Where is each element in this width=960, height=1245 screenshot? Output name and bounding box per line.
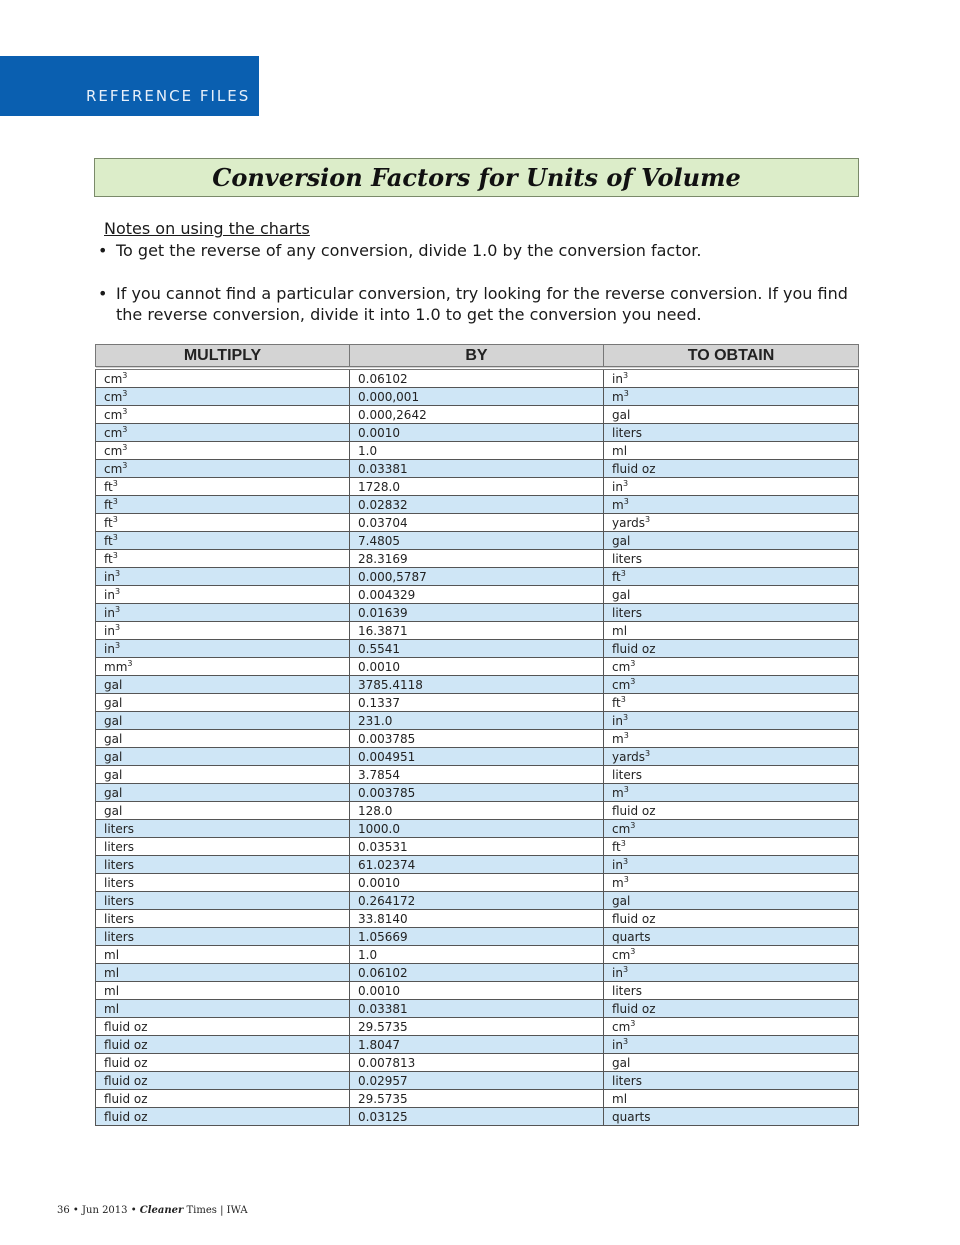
cell-multiply: liters bbox=[96, 820, 350, 838]
column-header-to-obtain: TO OBTAIN bbox=[604, 345, 859, 369]
cell-by: 7.4805 bbox=[350, 532, 604, 550]
cell-by: 1.8047 bbox=[350, 1036, 604, 1054]
cell-multiply: $in^3$ bbox=[96, 622, 350, 640]
cell-by: 3785.4118 bbox=[350, 676, 604, 694]
cell-to-obtain: $in^3$ bbox=[604, 478, 859, 496]
cell-multiply: $ft^3$ bbox=[96, 496, 350, 514]
table-row bbox=[96, 892, 859, 910]
cell-by: 0.000,001 bbox=[350, 388, 604, 406]
cell-to-obtain: $ft^3$ bbox=[604, 838, 859, 856]
cell-to-obtain: gal bbox=[604, 532, 859, 550]
cell-multiply: gal bbox=[96, 730, 350, 748]
table-row bbox=[96, 514, 859, 532]
cell-to-obtain: yards$^3$ bbox=[604, 748, 859, 766]
table-row bbox=[96, 874, 859, 892]
cell-multiply: $in^3$ bbox=[96, 586, 350, 604]
cell-by: 16.3871 bbox=[350, 622, 604, 640]
cell-to-obtain: $in^3$ bbox=[604, 712, 859, 730]
cell-by: 0.06102 bbox=[350, 964, 604, 982]
cell-by: 0.004329 bbox=[350, 586, 604, 604]
table-row bbox=[96, 856, 859, 874]
table-row bbox=[96, 1000, 859, 1018]
cell-by: 0.003785 bbox=[350, 784, 604, 802]
cell-to-obtain: $in^3$ bbox=[604, 368, 859, 388]
cell-multiply: gal bbox=[96, 676, 350, 694]
cell-multiply: ml bbox=[96, 964, 350, 982]
cell-by: 231.0 bbox=[350, 712, 604, 730]
cell-to-obtain: quarts bbox=[604, 928, 859, 946]
table-row bbox=[96, 1090, 859, 1108]
cell-by: 28.3169 bbox=[350, 550, 604, 568]
column-header-multiply: MULTIPLY bbox=[96, 345, 350, 369]
table-row bbox=[96, 748, 859, 766]
cell-to-obtain: $cm^3$ bbox=[604, 820, 859, 838]
cell-to-obtain: yards$^3$ bbox=[604, 514, 859, 532]
table-row bbox=[96, 658, 859, 676]
cell-to-obtain: $m^3$ bbox=[604, 784, 859, 802]
cell-by: 29.5735 bbox=[350, 1018, 604, 1036]
cell-to-obtain: liters bbox=[604, 766, 859, 784]
cell-to-obtain: ml bbox=[604, 442, 859, 460]
cell-by: 0.03125 bbox=[350, 1108, 604, 1126]
bullet-icon: • bbox=[98, 284, 108, 303]
table-row bbox=[96, 964, 859, 982]
table-row bbox=[96, 424, 859, 442]
cell-by: 0.264172 bbox=[350, 892, 604, 910]
cell-multiply: liters bbox=[96, 928, 350, 946]
cell-by: 0.000,2642 bbox=[350, 406, 604, 424]
cell-multiply: ml bbox=[96, 1000, 350, 1018]
cell-to-obtain: $m^3$ bbox=[604, 496, 859, 514]
cell-by: 0.007813 bbox=[350, 1054, 604, 1072]
cell-multiply: fluid oz bbox=[96, 1108, 350, 1126]
table-row bbox=[96, 550, 859, 568]
section-tab bbox=[0, 56, 259, 116]
cell-by: 0.5541 bbox=[350, 640, 604, 658]
page-footer bbox=[57, 1205, 248, 1216]
note-text: To get the reverse of any conversion, divide 1.0 by the conversion factor. bbox=[116, 241, 702, 260]
cell-multiply: fluid oz bbox=[96, 1090, 350, 1108]
cell-multiply: liters bbox=[96, 874, 350, 892]
note-bullet bbox=[98, 240, 858, 261]
cell-multiply: liters bbox=[96, 856, 350, 874]
cell-by: 3.7854 bbox=[350, 766, 604, 784]
cell-to-obtain: $m^3$ bbox=[604, 730, 859, 748]
table-row bbox=[96, 622, 859, 640]
cell-to-obtain: ml bbox=[604, 622, 859, 640]
cell-by: 0.0010 bbox=[350, 424, 604, 442]
cell-to-obtain: fluid oz bbox=[604, 910, 859, 928]
cell-multiply: fluid oz bbox=[96, 1036, 350, 1054]
cell-multiply: fluid oz bbox=[96, 1054, 350, 1072]
table-row bbox=[96, 730, 859, 748]
table-row bbox=[96, 532, 859, 550]
cell-by: 0.02832 bbox=[350, 496, 604, 514]
table-row bbox=[96, 766, 859, 784]
table-row bbox=[96, 496, 859, 514]
cell-by: 1728.0 bbox=[350, 478, 604, 496]
cell-to-obtain: $m^3$ bbox=[604, 874, 859, 892]
magazine-name: Cleaner bbox=[139, 1205, 184, 1216]
cell-multiply: fluid oz bbox=[96, 1072, 350, 1090]
table-row bbox=[96, 712, 859, 730]
cell-to-obtain: gal bbox=[604, 892, 859, 910]
table-row bbox=[96, 640, 859, 658]
table-row bbox=[96, 604, 859, 622]
cell-multiply: gal bbox=[96, 694, 350, 712]
cell-by: 61.02374 bbox=[350, 856, 604, 874]
section-tab-label: REFERENCE FILES bbox=[86, 87, 251, 105]
cell-multiply: liters bbox=[96, 838, 350, 856]
cell-multiply: $in^3$ bbox=[96, 568, 350, 586]
table-row bbox=[96, 586, 859, 604]
page-number: 36 bbox=[57, 1205, 70, 1216]
cell-by: 0.1337 bbox=[350, 694, 604, 712]
footer-separator: • bbox=[69, 1205, 82, 1216]
table-row bbox=[96, 982, 859, 1000]
magazine-name-rest: Times | IWA bbox=[183, 1205, 248, 1216]
cell-by: 0.000,5787 bbox=[350, 568, 604, 586]
cell-to-obtain: fluid oz bbox=[604, 1000, 859, 1018]
table-row bbox=[96, 784, 859, 802]
table-row bbox=[96, 568, 859, 586]
cell-to-obtain: liters bbox=[604, 982, 859, 1000]
cell-to-obtain: liters bbox=[604, 1072, 859, 1090]
cell-multiply: $ft^3$ bbox=[96, 532, 350, 550]
table-row bbox=[96, 368, 859, 388]
cell-multiply: $cm^3$ bbox=[96, 460, 350, 478]
cell-by: 0.03381 bbox=[350, 460, 604, 478]
table-row bbox=[96, 802, 859, 820]
table-row bbox=[96, 388, 859, 406]
notes-heading: Notes on using the charts bbox=[104, 219, 310, 238]
cell-multiply: gal bbox=[96, 712, 350, 730]
table-row bbox=[96, 910, 859, 928]
notes-section bbox=[98, 218, 858, 325]
cell-multiply: fluid oz bbox=[96, 1018, 350, 1036]
table-row bbox=[96, 1054, 859, 1072]
cell-by: 0.03704 bbox=[350, 514, 604, 532]
cell-multiply: $ft^3$ bbox=[96, 514, 350, 532]
table-header-row bbox=[96, 345, 859, 369]
table-row bbox=[96, 1018, 859, 1036]
cell-to-obtain: fluid oz bbox=[604, 640, 859, 658]
cell-to-obtain: $cm^3$ bbox=[604, 658, 859, 676]
cell-multiply: gal bbox=[96, 802, 350, 820]
table-row bbox=[96, 676, 859, 694]
cell-by: 0.02957 bbox=[350, 1072, 604, 1090]
cell-multiply: $cm^3$ bbox=[96, 406, 350, 424]
cell-to-obtain: liters bbox=[604, 550, 859, 568]
table-row bbox=[96, 442, 859, 460]
cell-multiply: gal bbox=[96, 784, 350, 802]
table-row bbox=[96, 1072, 859, 1090]
cell-to-obtain: $in^3$ bbox=[604, 856, 859, 874]
cell-multiply: liters bbox=[96, 910, 350, 928]
cell-by: 0.06102 bbox=[350, 368, 604, 388]
cell-multiply: ml bbox=[96, 982, 350, 1000]
cell-to-obtain: $in^3$ bbox=[604, 964, 859, 982]
cell-to-obtain: $cm^3$ bbox=[604, 946, 859, 964]
cell-to-obtain: fluid oz bbox=[604, 802, 859, 820]
cell-by: 1.0 bbox=[350, 442, 604, 460]
cell-by: 0.03531 bbox=[350, 838, 604, 856]
cell-by: 0.003785 bbox=[350, 730, 604, 748]
issue-date: Jun 2013 bbox=[82, 1205, 128, 1216]
table-row bbox=[96, 820, 859, 838]
conversion-table bbox=[95, 344, 859, 1126]
cell-by: 0.0010 bbox=[350, 874, 604, 892]
cell-to-obtain: $in^3$ bbox=[604, 1036, 859, 1054]
cell-to-obtain: $cm^3$ bbox=[604, 676, 859, 694]
table-row bbox=[96, 406, 859, 424]
cell-multiply: $cm^3$ bbox=[96, 388, 350, 406]
cell-multiply: gal bbox=[96, 766, 350, 784]
page-title bbox=[94, 158, 859, 197]
table-row bbox=[96, 946, 859, 964]
table-row bbox=[96, 928, 859, 946]
note-text: If you cannot find a particular conversion, try looking for the reverse conversion. If you find the reverse conversion, divide it into 1.0 to get the conversion you need. bbox=[116, 284, 848, 324]
table-body bbox=[96, 368, 859, 1126]
cell-multiply: $cm^3$ bbox=[96, 442, 350, 460]
cell-to-obtain: ml bbox=[604, 1090, 859, 1108]
footer-separator: • bbox=[127, 1205, 140, 1216]
cell-multiply: liters bbox=[96, 892, 350, 910]
cell-to-obtain: fluid oz bbox=[604, 460, 859, 478]
cell-multiply: $cm^3$ bbox=[96, 424, 350, 442]
cell-by: 29.5735 bbox=[350, 1090, 604, 1108]
cell-multiply: ml bbox=[96, 946, 350, 964]
cell-to-obtain: liters bbox=[604, 424, 859, 442]
cell-by: 0.03381 bbox=[350, 1000, 604, 1018]
cell-multiply: $mm^3$ bbox=[96, 658, 350, 676]
cell-by: 33.8140 bbox=[350, 910, 604, 928]
cell-by: 0.004951 bbox=[350, 748, 604, 766]
cell-to-obtain: $ft^3$ bbox=[604, 694, 859, 712]
cell-by: 128.0 bbox=[350, 802, 604, 820]
cell-multiply: $in^3$ bbox=[96, 604, 350, 622]
page-title-text: Conversion Factors for Units of Volume bbox=[212, 163, 741, 192]
cell-to-obtain: quarts bbox=[604, 1108, 859, 1126]
cell-multiply: $cm^3$ bbox=[96, 368, 350, 388]
table-row bbox=[96, 838, 859, 856]
cell-to-obtain: gal bbox=[604, 1054, 859, 1072]
cell-to-obtain: gal bbox=[604, 406, 859, 424]
cell-multiply: $ft^3$ bbox=[96, 478, 350, 496]
cell-to-obtain: $cm^3$ bbox=[604, 1018, 859, 1036]
column-header-by: BY bbox=[350, 345, 604, 369]
cell-by: 1.05669 bbox=[350, 928, 604, 946]
cell-to-obtain: $ft^3$ bbox=[604, 568, 859, 586]
table-row bbox=[96, 1036, 859, 1054]
table-row bbox=[96, 460, 859, 478]
note-bullet bbox=[98, 283, 858, 325]
cell-by: 1.0 bbox=[350, 946, 604, 964]
cell-by: 1000.0 bbox=[350, 820, 604, 838]
cell-multiply: $ft^3$ bbox=[96, 550, 350, 568]
cell-to-obtain: $m^3$ bbox=[604, 388, 859, 406]
cell-by: 0.0010 bbox=[350, 982, 604, 1000]
cell-by: 0.0010 bbox=[350, 658, 604, 676]
cell-multiply: $in^3$ bbox=[96, 640, 350, 658]
table-row bbox=[96, 1108, 859, 1126]
table-row bbox=[96, 694, 859, 712]
bullet-icon: • bbox=[98, 241, 108, 260]
cell-to-obtain: gal bbox=[604, 586, 859, 604]
cell-multiply: gal bbox=[96, 748, 350, 766]
table-row bbox=[96, 478, 859, 496]
cell-by: 0.01639 bbox=[350, 604, 604, 622]
cell-to-obtain: liters bbox=[604, 604, 859, 622]
